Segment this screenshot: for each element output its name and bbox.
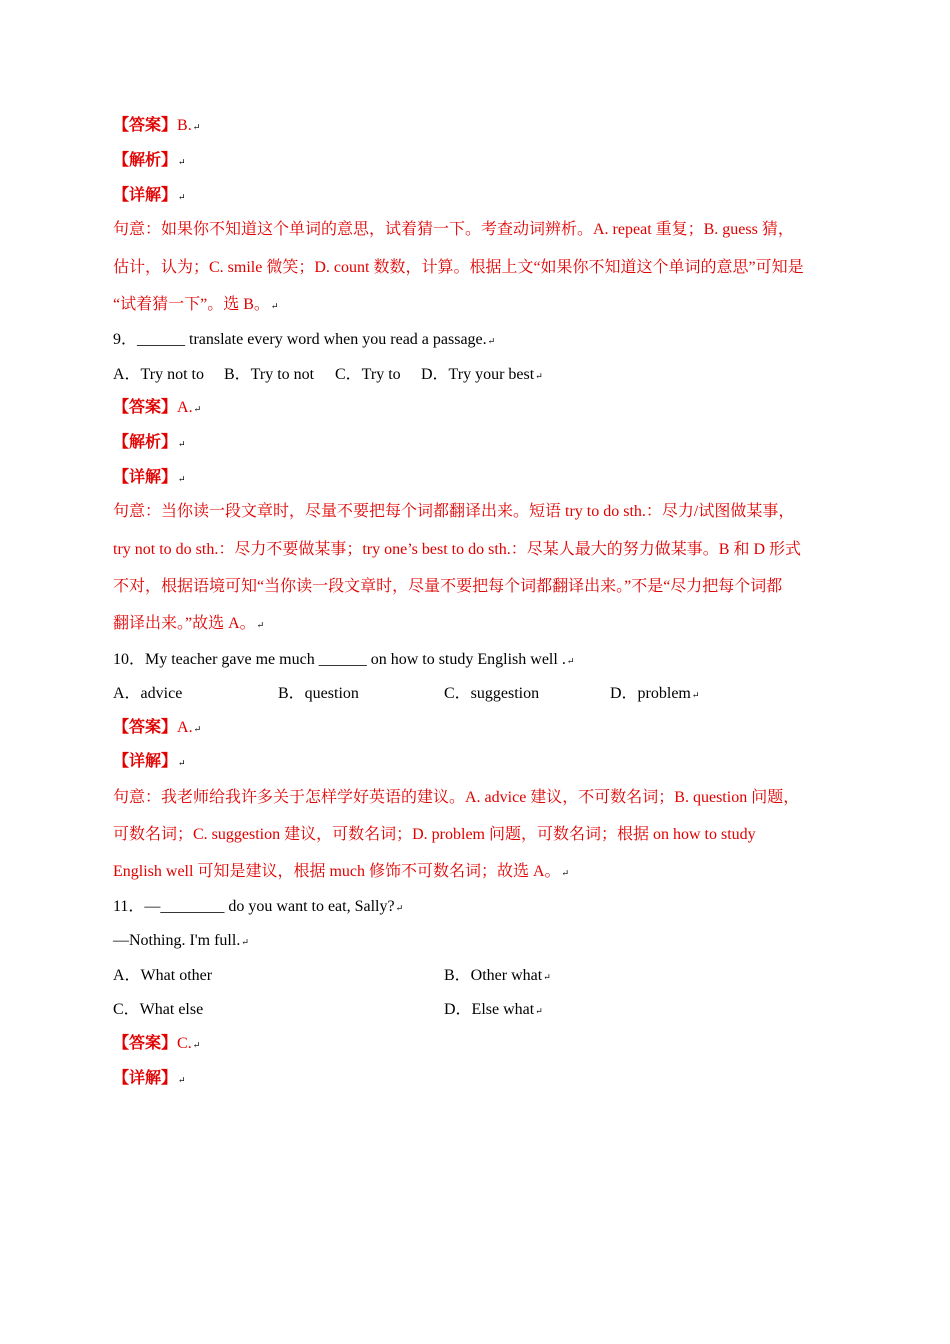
q10-explain-line: 句意：我老师给我许多关于怎样学好英语的建议。A. advice 建议，不可数名词；B. question 问题， (113, 789, 800, 806)
q10-answer: 【答案】A.↵ (113, 719, 202, 736)
q9-stem: 9．______ translate every word when you read a passage.↵ (113, 331, 496, 348)
q10-option-b: B．question (278, 685, 359, 702)
q8-explain-line: 句意：如果你不知道这个单词的意思，试着猜一下。考查动词辨析。A. repeat 重复；B. guess 猜， (113, 221, 794, 238)
q11-detail: 【详解】↵ (113, 1070, 186, 1087)
q10-stem: 10．My teacher gave me much ______ on how to study English well .↵ (113, 651, 575, 668)
paragraph-mark: ↵ (178, 157, 186, 167)
paragraph-mark: ↵ (193, 404, 202, 414)
paragraph-mark: ↵ (193, 724, 202, 734)
q8-detail: 【详解】↵ (113, 187, 186, 204)
q9-option-a: A．Try not to (113, 366, 204, 383)
q9-detail: 【详解】↵ (113, 469, 186, 486)
paragraph-mark: ↵ (178, 758, 186, 768)
q11-stem: 11．—________ do you want to eat, Sally?↵ (113, 898, 404, 915)
q9-answer: 【答案】A.↵ (113, 399, 202, 416)
q9-analysis: 【解析】↵ (113, 434, 186, 451)
q10-option-c: C．suggestion (444, 685, 540, 702)
paragraph-mark: ↵ (535, 1006, 543, 1016)
answer-tag: 【答案】 (113, 117, 178, 134)
q9-option-c: C．Try to (335, 366, 401, 383)
q9-explain-line: try not to do sth.：尽力不要做某事；try one’s best to do sth.：尽某人最大的努力做某事。B 和 D 形式 (113, 541, 802, 558)
q11-option-a: A．What other (113, 967, 213, 984)
q9-option-d: D．Try your best↵ (421, 366, 543, 383)
q10-option-a: A．advice (113, 685, 183, 702)
q10-detail: 【详解】↵ (113, 753, 186, 770)
q10-explain-line: English well 可知是建议，根据 much 修饰不可数名词；故选 A。↵ (113, 863, 570, 880)
q9-explain-line: 翻译出来。”故选 A。↵ (113, 615, 265, 632)
q8-explain-line: “试着猜一下”。选 B。↵ (113, 296, 279, 313)
paragraph-mark: ↵ (192, 1040, 201, 1050)
paragraph-mark: ↵ (241, 937, 249, 947)
paragraph-mark: ↵ (487, 336, 496, 346)
paragraph-mark: ↵ (566, 656, 575, 666)
q8-answer: 【答案】B.↵ (113, 117, 201, 134)
q9-explain-line: 句意：当你读一段文章时，尽量不要把每个词都翻译出来。短语 try to do sth.：尽力/试图做某事， (113, 503, 795, 520)
paragraph-mark: ↵ (178, 439, 186, 449)
q11-reply: —Nothing. I'm full.↵ (113, 932, 249, 949)
paragraph-mark: ↵ (561, 868, 570, 878)
q9-explain-line: 不对，根据语境可知“当你读一段文章时，尽量不要把每个词都翻译出来。”不是“尽力把每个词都 (113, 578, 783, 595)
q9-option-b: B．Try to not (224, 366, 315, 383)
paragraph-mark: ↵ (270, 301, 279, 311)
q10-explain-line: 可数名词；C. suggestion 建议，可数名词；D. problem 问题，可数名词；根据 on how to study (113, 826, 756, 843)
q11-option-d: D．Else what↵ (444, 1001, 543, 1018)
paragraph-mark: ↵ (543, 972, 551, 982)
q8-analysis: 【解析】↵ (113, 152, 186, 169)
q8-explain-line: 估计，认为；C. smile 微笑；D. count 数数，计算。根据上文“如果你不知道这个单词的意思”可知是 (113, 259, 804, 276)
paragraph-mark: ↵ (691, 690, 700, 700)
paragraph-mark: ↵ (192, 122, 201, 132)
paragraph-mark: ↵ (178, 474, 186, 484)
q11-option-c: C．What else (113, 1001, 204, 1018)
q10-option-d: D．problem↵ (610, 685, 700, 702)
paragraph-mark: ↵ (256, 620, 265, 630)
paragraph-mark: ↵ (178, 192, 186, 202)
paragraph-mark: ↵ (395, 903, 404, 913)
paragraph-mark: ↵ (178, 1075, 186, 1085)
q11-option-b: B．Other what↵ (444, 967, 551, 984)
paragraph-mark: ↵ (535, 371, 543, 381)
q11-answer: 【答案】C.↵ (113, 1035, 201, 1052)
